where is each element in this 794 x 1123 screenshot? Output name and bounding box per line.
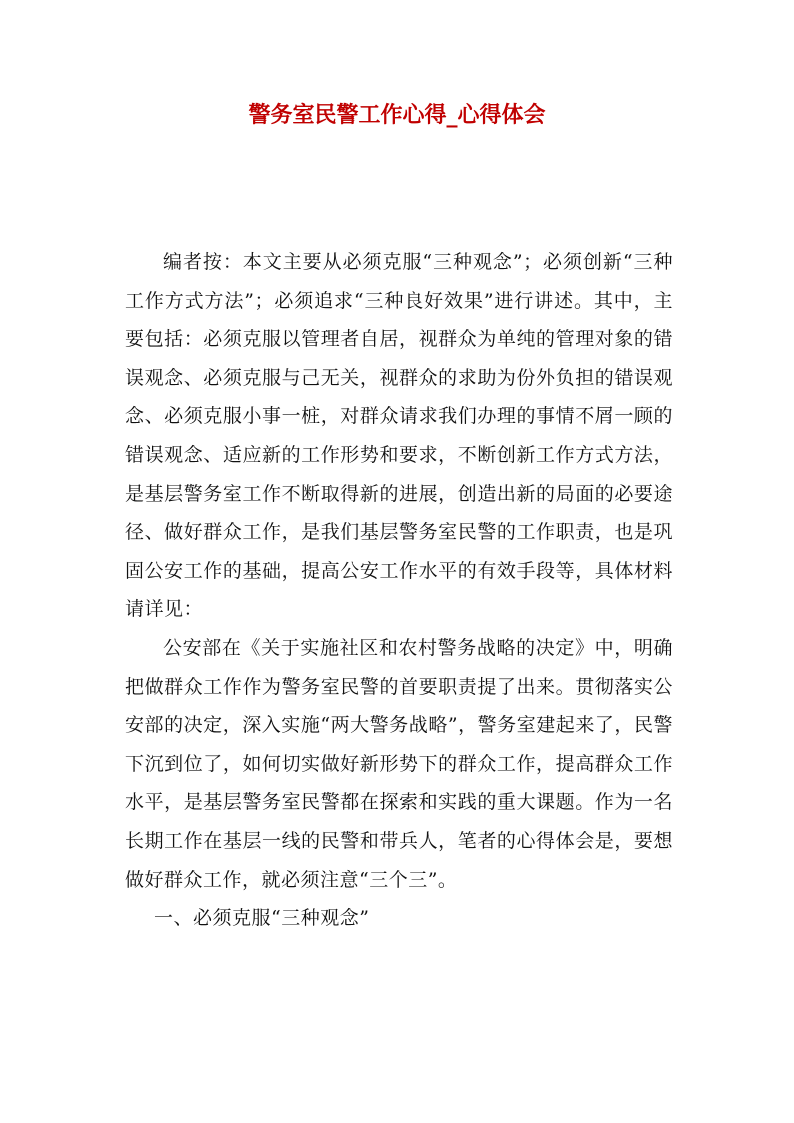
document-title: 警务室民警工作心得_心得体会: [248, 102, 546, 128]
body-paragraph: 公安部在《关于实施社区和农村警务战略的决定》中，明确把做群众工作作为警务室民警的首要职责提了出来。贯彻落实公安部的决定，深入实施“两大警务战略”，警务室建起来了，民警下沉到位了，如何切实做好新形势下的群众工作，提高群众工作水平，是基层警务室民警都在探索和实践的重大课题。作为一名长期工作在基层一线的民警和带兵人，笔者的心得体会是，要想做好群众工作，就必须注意“三个三”。: [125, 636, 673, 891]
document-body: [125, 243, 673, 938]
editor-note-paragraph: 编者按：本文主要从必须克服“三种观念”；必须创新“三种工作方式方法”；必须追求“三种良好效果”进行讲述。其中，主要包括：必须克服以管理者自居，视群众为单纯的管理对象的错误观念、必须克服与己无关，视群众的求助为份外负担的错误观念、必须克服小事一桩，对群众请求我们办理的事情不屑一顾的错误观念、适应新的工作形势和要求，不断创新工作方式方法，是基层警务室工作不断取得新的进展，创造出新的局面的必要途径、做好群众工作，是我们基层警务室民警的工作职责，也是巩固公安工作的基础，提高公安工作水平的有效手段等，具体材料请详见：: [125, 251, 673, 621]
section-heading: 一、必须克服“三种观念”: [154, 907, 370, 930]
